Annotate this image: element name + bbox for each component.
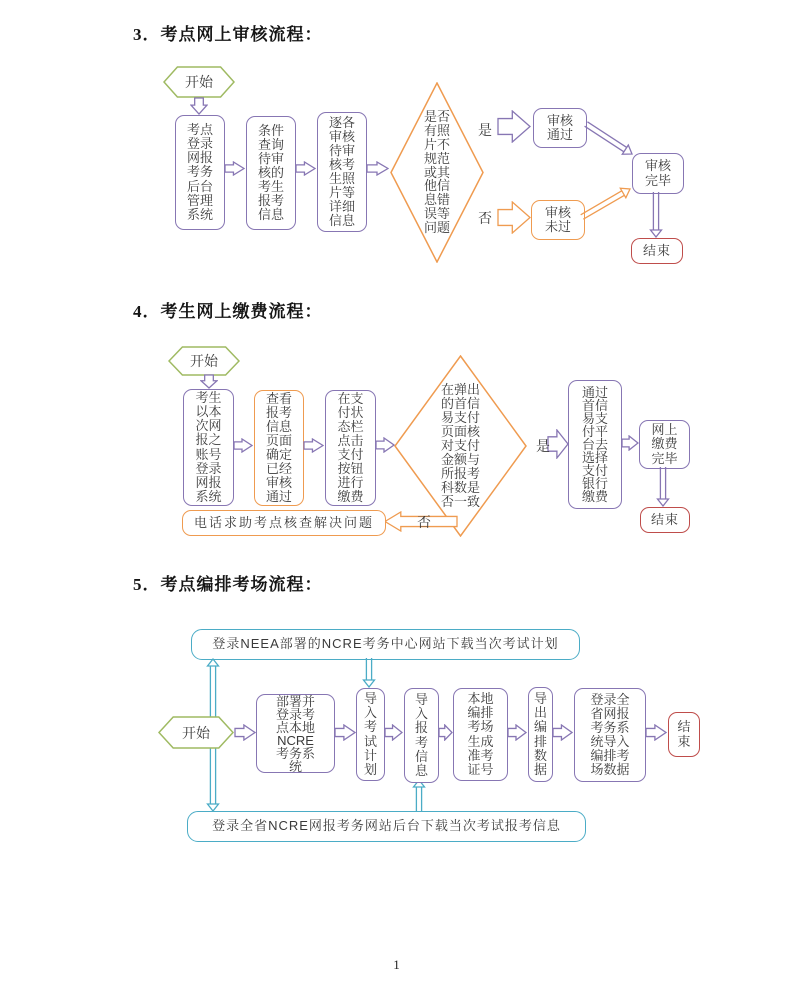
s5-step5-label: 导出编排数据 (533, 691, 547, 777)
s4-step1-box (183, 389, 234, 506)
s3-end-box (631, 238, 683, 264)
s5-step4-box (453, 688, 508, 781)
s5-arrow-right-icon-6 (552, 724, 573, 741)
s4-end-label: 结束 (650, 511, 679, 527)
s4-done-label: 网上缴费完毕 (651, 422, 678, 466)
s5-bottom-label: 登录全省NCRE网报考务网站后台下载当次考试报考信息 (212, 818, 561, 834)
s3-step3-label: 逐各审核待审核考生照片等详细信息 (328, 114, 355, 229)
s5-arrow-right-icon-4 (438, 724, 453, 741)
s4-step2-box (254, 390, 304, 506)
s3-end-label: 结束 (642, 242, 671, 258)
s5-start-label: 开始 (182, 724, 210, 741)
s5-step4-label: 本地编排考场生成准考证号 (467, 691, 494, 777)
s5-step6-label: 登录全省网报考务系统导入编排考场数据 (590, 691, 630, 778)
s4-done-to-end-arrow-icon (655, 467, 671, 507)
s4-end-box (640, 507, 690, 533)
section-3-heading: 3．考点网上审核流程： (133, 25, 323, 44)
s3-arrow-right-icon-3 (366, 161, 389, 176)
s4-no-label: 否 (417, 514, 431, 530)
s3-step3-box (317, 112, 367, 232)
s3-yes-arrow-icon (497, 110, 531, 143)
s4-arrow-right-icon-2 (303, 438, 324, 453)
section-5-heading: 5．考点编排考场流程： (133, 575, 323, 594)
s4-pay-label: 通过首信易支付平台去选择支付银行缴费 (581, 385, 608, 504)
s3-fail-box (531, 200, 585, 240)
s3-step1-box (175, 115, 225, 230)
s4-help-box (182, 510, 386, 536)
s3-done-label: 审核完毕 (644, 158, 671, 188)
s5-start-hexagon (158, 716, 234, 749)
s3-decision-label: 是否有照片不规范或其他信息错误等问题 (423, 108, 450, 236)
s4-step3-label: 在支付状态栏点击支付按钮进行缴费 (337, 390, 364, 505)
s4-arrow-right-icon-4 (621, 435, 639, 451)
s3-no-label: 否 (478, 210, 492, 226)
s3-done-box (632, 153, 684, 194)
s5-arrow-right-icon-7 (645, 724, 667, 741)
s5-step2-label: 导入考试计划 (363, 691, 377, 777)
s5-end-label: 结束 (677, 719, 691, 749)
s5-step1-box (256, 694, 335, 773)
s4-step1-label: 考生以本次网报之账号登录网报系统 (195, 390, 222, 504)
s4-pay-box (568, 380, 622, 509)
s5-step5-box (528, 687, 553, 782)
s5-top-label: 登录NEEA部署的NCRE考务中心网站下载当次考试计划 (212, 636, 559, 652)
s3-start-label: 开始 (185, 74, 213, 90)
s5-top-box (191, 629, 580, 660)
s3-pass-label: 审核通过 (546, 112, 573, 142)
s5-top-to-plan-arrow-icon (356, 658, 382, 688)
s4-yes-arrow-icon (547, 429, 569, 459)
s3-arrow-down-icon (190, 97, 208, 115)
s5-bottom-to-info-arrow-icon (406, 779, 432, 812)
s5-step1-label: 部署并登录考点本地NCRE考务系统 (275, 693, 315, 774)
s5-step3-box (404, 688, 439, 783)
s3-done-to-end-arrow-icon (648, 192, 664, 238)
page-number: 1 (393, 957, 400, 972)
s5-bottom-box (187, 811, 586, 842)
s3-pass-to-done-arrow-icon (584, 120, 636, 160)
s3-decision-diamond (390, 82, 484, 263)
s5-step3-label: 导入报考信息 (414, 692, 428, 778)
s3-yes-label: 是 (478, 122, 492, 138)
s3-fail-to-done-arrow-icon (580, 185, 634, 223)
s5-arrow-right-icon-5 (507, 724, 527, 741)
s5-step2-box (356, 688, 385, 781)
s3-fail-label: 审核未过 (544, 204, 571, 234)
s5-arrow-right-icon-1 (234, 724, 256, 741)
s4-decision-label: 在弹出的首信易支付页面核对支付金额与所报考科数是否一致 (440, 382, 480, 509)
s5-step6-box (574, 688, 646, 782)
s4-step2-label: 查看报考信息页面确定已经审核通过 (265, 390, 292, 505)
s4-start-label: 开始 (190, 353, 218, 369)
section-4-heading: 4．考生网上缴费流程： (133, 302, 323, 321)
s3-no-arrow-icon (497, 201, 531, 234)
s4-help-label: 电话求助考点核查解决问题 (193, 514, 374, 530)
s5-arrow-right-icon-3 (384, 724, 403, 741)
s5-end-box (668, 712, 700, 757)
s3-arrow-right-icon-1 (224, 161, 245, 176)
s4-arrow-down-icon (200, 374, 218, 389)
s3-step1-label: 考点登录网报考务后台管理系统 (186, 122, 213, 222)
s3-start-hexagon (163, 66, 235, 98)
s3-pass-box (533, 108, 587, 148)
s4-done-box (639, 420, 690, 469)
s4-arrow-right-icon-1 (233, 438, 253, 453)
s3-step2-label: 条件查询待审核的考生报考信息 (257, 122, 284, 223)
s5-arrow-right-icon-2 (334, 724, 356, 741)
s4-arrow-right-icon-3 (375, 437, 395, 453)
s4-decision-diamond (394, 355, 527, 537)
s3-step2-box (246, 116, 296, 230)
s4-step3-box (325, 390, 376, 506)
s3-arrow-right-icon-2 (295, 161, 316, 176)
s4-start-hexagon (168, 346, 240, 376)
s4-yes-label: 是 (536, 438, 550, 454)
